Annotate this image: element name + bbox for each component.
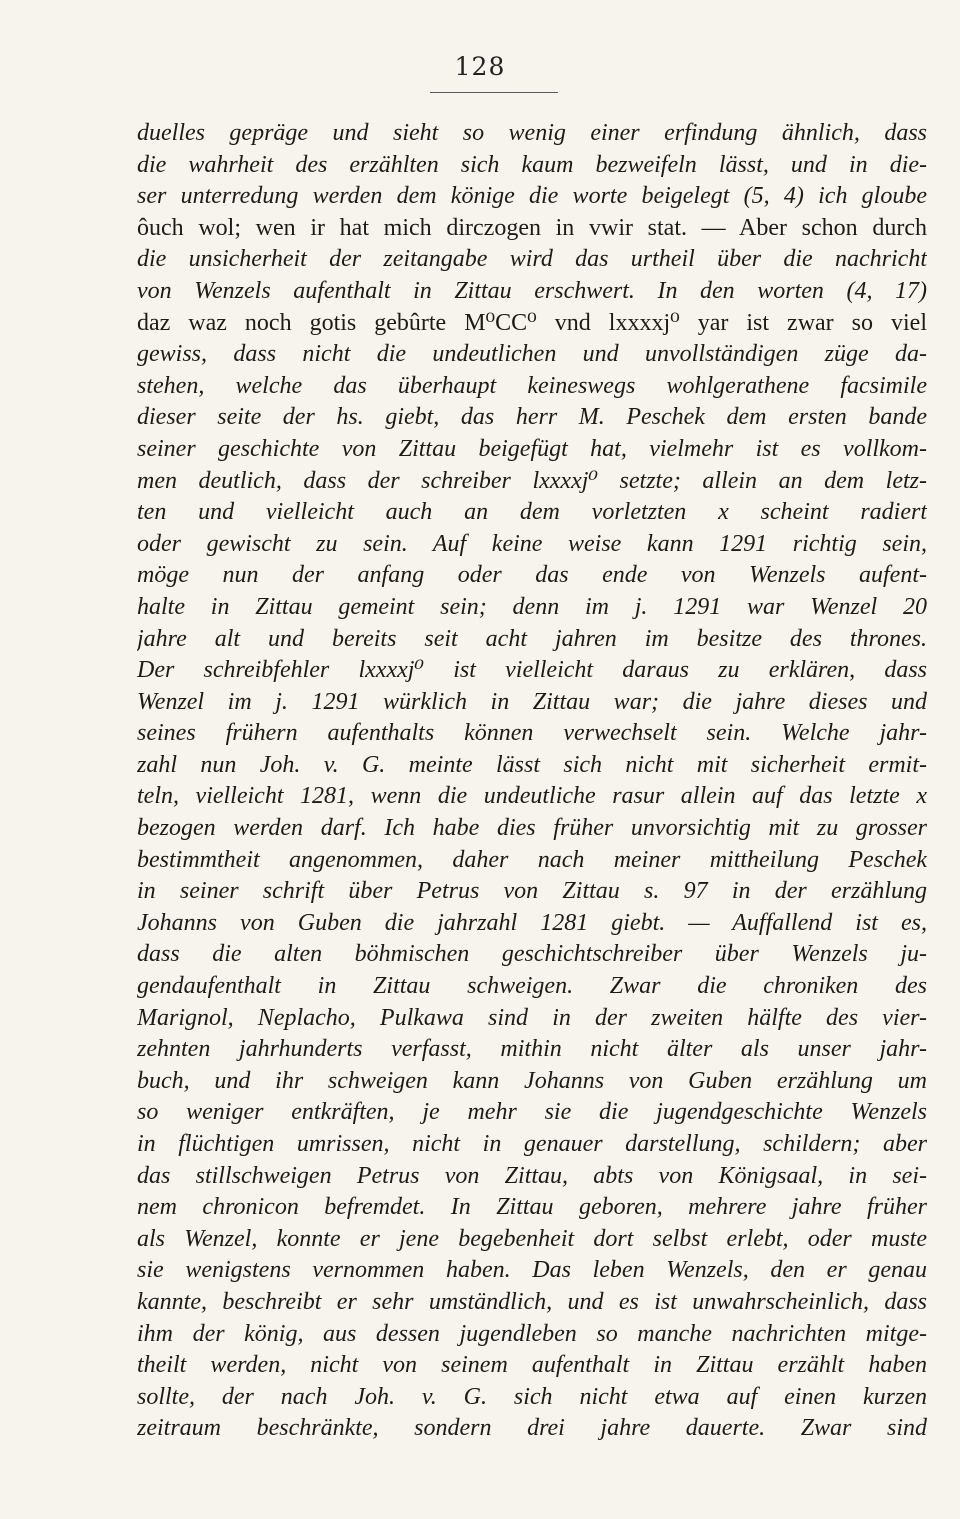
text-line: in seiner schrift über Petrus von Zittau s. 97 in der erzählung [137,878,927,905]
text-line: ser unterredung werden dem könige die worte beigelegt (5, 4) ich gloube [137,183,927,210]
body-text [137,118,927,1445]
text-line: möge nun der anfang oder das ende von Wenzels aufent- [137,562,927,589]
text-line: so weniger entkräften, je mehr sie die jugendgeschichte Wenzels [137,1099,927,1126]
text-line: zahl nun Joh. v. G. meinte lässt sich nicht mit sicherheit ermit- [137,751,927,778]
text-line: dieser seite der hs. giebt, das herr M. Peschek dem ersten bande [137,404,927,431]
text-line: ôuch wol; wen ir hat mich dirczogen in vwir stat. — Aber schon durch [137,214,927,241]
text-line: die wahrheit des erzählten sich kaum bezweifeln lässt, und in die- [137,151,927,178]
text-line: bestimmtheit angenommen, daher nach meiner mittheilung Peschek [137,846,927,873]
text-line: dass die alten böhmischen geschichtschreiber über Wenzels ju- [137,941,927,968]
text-line: nem chronicon befremdet. In Zittau geboren, mehrere jahre früher [137,1194,927,1221]
text-line: das stillschweigen Petrus von Zittau, abts von Königsaal, in sei- [137,1162,927,1189]
header-rule [430,92,558,93]
text-line: in flüchtigen umrissen, nicht in genauer darstellung, schildern; aber [137,1131,927,1157]
text-line: zehnten jahrhunderts verfasst, mithin nicht älter als unser jahr- [137,1036,927,1063]
text-line: Wenzel im j. 1291 würklich in Zittau war; die jahre dieses und [137,688,927,715]
text-line: seines frühern aufenthalts können verwechselt sein. Welche jahr- [137,720,927,747]
text-line: zeitraum beschränkte, sondern drei jahre dauerte. Zwar sind [137,1415,927,1442]
text-line: buch, und ihr schweigen kann Johanns von Guben erzählung um [137,1067,927,1094]
text-line: als Wenzel, konnte er jene begebenheit dort selbst erlebt, oder muste [137,1225,927,1252]
text-line: jahre alt und bereits seit acht jahren im besitze des thrones. [137,625,927,652]
text-line: sollte, der nach Joh. v. G. sich nicht etwa auf einen kurzen [137,1383,927,1410]
text-line: gewiss, dass nicht die undeutlichen und unvollständigen züge da- [137,341,927,368]
text-line: ihm der könig, aus dessen jugendleben so manche nachrichten mitge- [137,1320,927,1347]
text-line: daz waz noch gotis gebûrte M⁰CC⁰ vnd lxxxxj⁰ yar ist zwar so viel [137,309,927,336]
text-line: von Wenzels aufenthalt in Zittau erschwert. In den worten (4, 17) [137,277,927,304]
text-line: seiner geschichte von Zittau beigefügt hat, vielmehr ist es vollkom- [137,435,927,462]
page-number: 128 [454,52,506,81]
text-line: Johanns von Guben die jahrzahl 1281 giebt. — Auffallend ist es, [137,909,927,936]
text-line: bezogen werden darf. Ich habe dies früher unvorsichtig mit zu grosser [137,815,927,842]
text-line: teln, vielleicht 1281, wenn die undeutliche rasur allein auf das letzte x [137,783,927,810]
text-line: men deutlich, dass der schreiber lxxxxj⁰ setzte; allein an dem letz- [137,467,927,494]
text-line: kannte, beschreibt er sehr umständlich, und es ist unwahrscheinlich, dass [137,1288,927,1315]
text-line: duelles gepräge und sieht so wenig einer erfindung ähnlich, dass [137,120,927,146]
text-line: halte in Zittau gemeint sein; denn im j. 1291 war Wenzel 20 [137,593,927,620]
text-line: oder gewischt zu sein. Auf keine weise kann 1291 richtig sein, [137,530,927,557]
text-line: gendaufenthalt in Zittau schweigen. Zwar die chroniken des [137,973,927,1000]
text-line: Der schreibfehler lxxxxj⁰ ist vielleicht daraus zu erklären, dass [137,657,927,684]
text-line: Marignol, Neplacho, Pulkawa sind in der zweiten hälfte des vier- [137,1004,927,1031]
text-line: die unsicherheit der zeitangabe wird das urtheil über die nachricht [137,246,927,273]
text-line: ten und vielleicht auch an dem vorletzten x scheint radiert [137,499,927,526]
text-line: sie wenigstens vernommen haben. Das leben Wenzels, den er genau [137,1257,927,1284]
text-line: theilt werden, nicht von seinem aufenthalt in Zittau erzählt haben [137,1352,927,1379]
text-line: stehen, welche das überhaupt keineswegs wohlgerathene facsimile [137,372,927,399]
